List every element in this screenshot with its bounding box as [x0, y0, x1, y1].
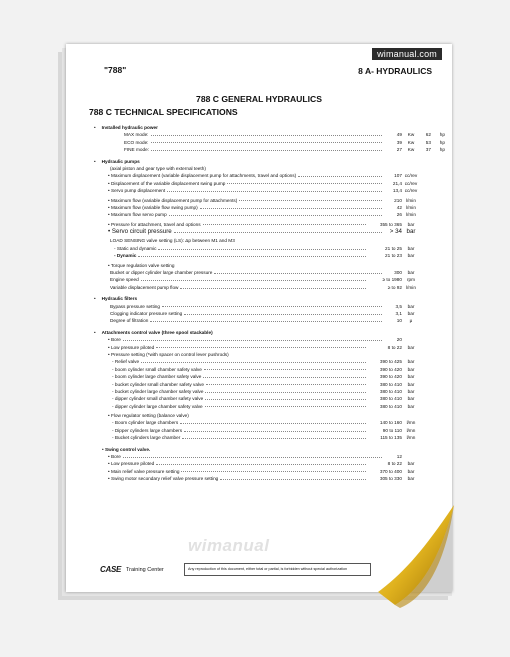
- spec-value: 27: [396, 147, 402, 153]
- spec-label: • Maximum flow (variable displacement pump for attachments): [108, 197, 238, 203]
- spec-unit: bar: [407, 366, 415, 372]
- spec-unit: bar: [407, 403, 415, 409]
- spec-unit: Kw: [407, 132, 415, 138]
- spec-label: • Bore: [108, 454, 121, 460]
- spec-unit: bar: [407, 381, 415, 387]
- spec-unit: bar: [407, 221, 415, 227]
- spec-value: 370 to 400: [379, 468, 402, 474]
- spec-label: Variable displacement pump flow: [110, 284, 179, 290]
- spec-label: Bucket or dipper cylinder large chamber pressure: [110, 270, 213, 276]
- spec-unit: Kw: [407, 147, 415, 153]
- spec-label: FINE mode:: [124, 147, 150, 153]
- bullet: •: [94, 158, 96, 164]
- spec-unit-alt: hp: [439, 139, 445, 145]
- spec-unit: l/mn: [406, 427, 416, 433]
- spec-unit: bar: [407, 270, 415, 276]
- spec-label: - dipper cylinder small chamber safety valve: [112, 396, 204, 402]
- spec-label: • Torque regulation valve setting: [108, 262, 175, 268]
- spec-label: ECO mode:: [124, 139, 149, 145]
- spec-unit: bar: [407, 303, 415, 309]
- spec-unit: l/mn: [406, 435, 416, 441]
- spec-value: ≥ to 92: [387, 284, 402, 290]
- spec-value-alt: 62: [425, 132, 431, 138]
- spec-unit: bar: [407, 374, 415, 380]
- spec-unit: bar: [407, 468, 415, 474]
- spec-value: 3,5: [395, 303, 402, 309]
- spec-label: Hydraulic filters: [101, 296, 138, 302]
- spec-value: 20: [396, 337, 402, 343]
- case-logo: CASE: [100, 565, 122, 574]
- spec-value: 21,4: [392, 180, 402, 186]
- spec-unit: l/mn: [406, 420, 416, 426]
- spec-unit: l/min: [406, 212, 416, 218]
- spec-label: • Displacement of the variable displacement swing pump: [108, 180, 226, 186]
- spec-label: • Pressure setting (*with spacer on control lever pushrods): [108, 351, 229, 357]
- spec-label: • Maximum flow (variable flow swing pump): [108, 204, 198, 210]
- spec-unit-alt: hp: [439, 147, 445, 153]
- spec-value: 21 to 23: [385, 253, 402, 259]
- spec-value: 390 to 420: [379, 366, 402, 372]
- spec-value: 10: [396, 318, 402, 324]
- spec-value: 305 to 330: [379, 476, 402, 482]
- spec-label: • Servo pump displacement: [108, 188, 166, 194]
- spec-label: • Pressure for attachment, travel and options: [108, 221, 201, 227]
- copyright-notice: Any reproduction of this document, either total or partial, is forbidden without special authorization: [184, 563, 371, 576]
- watermark-badge: wimanual.com: [372, 48, 442, 60]
- spec-value: 90 to 110: [382, 427, 402, 433]
- spec-value: > 34: [389, 228, 402, 236]
- spec-label: - Dipper cylinders large chambers: [112, 427, 183, 433]
- spec-unit: bar: [407, 310, 415, 316]
- spec-label: - bucket cylinder small chamber safety valve: [112, 381, 204, 387]
- spec-unit: μ: [409, 318, 413, 324]
- spec-unit: bar: [407, 476, 415, 482]
- header-model: "788": [104, 65, 127, 75]
- spec-label: Hydraulic pumps: [101, 158, 140, 164]
- spec-label: - Relief valve: [112, 359, 140, 365]
- watermark-logo: wimanual: [188, 536, 270, 555]
- spec-label: • Main relief valve pressure setting: [108, 468, 180, 474]
- spec-unit: bar: [407, 253, 415, 259]
- bullet: •: [94, 329, 96, 335]
- spec-unit: bar: [407, 359, 415, 365]
- spec-unit: bar: [407, 388, 415, 394]
- spec-label: - Bucket cylinders large chamber: [112, 435, 181, 441]
- spec-label: • Bore: [108, 337, 121, 343]
- spec-value-alt: 37: [425, 147, 431, 153]
- spec-label: Degree of filtration: [110, 318, 149, 324]
- spec-value: 42: [396, 204, 402, 210]
- spec-value: 13,4: [392, 188, 402, 194]
- spec-label: (axial piston and gear type with external teeth): [110, 165, 206, 171]
- spec-label: Installed hydraulic power: [101, 125, 158, 130]
- spec-unit: bar: [407, 344, 415, 350]
- spec-value-alt: 53: [425, 139, 431, 145]
- spec-unit: bar: [407, 396, 415, 402]
- spec-label: Bypass pressure setting: [110, 303, 161, 309]
- spec-unit: cc/rev: [404, 173, 418, 179]
- spec-label: - Boom cylinder large chambers: [112, 420, 179, 426]
- spec-unit: l/min: [406, 197, 416, 203]
- spec-value: 380 to 410: [379, 388, 402, 394]
- spec-label: Attachments control valve (three spool stackable): [101, 329, 213, 335]
- spec-unit: rpm: [406, 277, 416, 283]
- spec-value: 140 to 160: [379, 420, 402, 426]
- spec-label: • Low pressure piloted: [108, 461, 155, 467]
- spec-unit: Kw: [407, 139, 415, 145]
- spec-value: 12: [396, 454, 402, 460]
- spec-unit: cc/rev: [404, 188, 418, 194]
- spec-value: 8 to 22: [387, 461, 402, 467]
- spec-label: • Swing control valve.: [102, 446, 151, 452]
- spec-value: 115 to 135: [380, 435, 402, 441]
- spec-unit: bar: [407, 245, 415, 251]
- spec-label: - bucket cylinder large chamber safety valve: [112, 388, 204, 394]
- spec-label: • Servo circuit pressure: [108, 228, 172, 236]
- spec-unit-alt: hp: [439, 132, 445, 138]
- spec-value: 390 to 425: [379, 359, 402, 365]
- spec-label: MAX mode:: [124, 132, 149, 138]
- spec-value: ≥ to 1980: [382, 277, 402, 283]
- spec-value: 380 to 410: [379, 396, 402, 402]
- spec-value: 390 to 420: [379, 374, 402, 380]
- spec-label: • Swing motor secondary relief valve pressure setting: [108, 476, 219, 482]
- spec-label: - boom cylinder small chamber safety valve: [112, 366, 202, 372]
- spec-label: • Low pressure piloted: [108, 344, 155, 350]
- spec-value: 3,1: [395, 310, 402, 316]
- spec-unit: bar: [407, 461, 415, 467]
- bullet: •: [94, 125, 96, 130]
- spec-label: Clogging indicator pressure setting: [110, 310, 183, 316]
- training-center-label: Training Center: [126, 566, 164, 573]
- bullet: •: [94, 296, 96, 302]
- spec-label: - Static and dynamic: [114, 245, 157, 251]
- spec-label: LOAD SENSING valve setting (LS): Δp between M1 and M3: [110, 238, 235, 244]
- spec-value: 210: [394, 197, 402, 203]
- spec-value: 21 to 25: [385, 245, 402, 251]
- spec-unit: l/min: [406, 204, 416, 210]
- document-subtitle: 788 C TECHNICAL SPECIFICATIONS: [89, 107, 238, 117]
- spec-value: 107: [394, 173, 402, 179]
- spec-unit: bar: [406, 228, 416, 236]
- spec-value: 8 to 22: [387, 344, 402, 350]
- spec-label: • Flow regulator setting (balance valve): [108, 413, 189, 419]
- spec-unit: l/min: [406, 284, 416, 290]
- spec-value: 380 to 410: [379, 403, 402, 409]
- spec-label: - Dynamic: [114, 253, 137, 259]
- spec-value: 26: [396, 212, 402, 218]
- spec-value: 49: [396, 132, 402, 138]
- document-title: 788 C GENERAL HYDRAULICS: [196, 94, 322, 104]
- header-section: 8 A- HYDRAULICS: [358, 66, 432, 76]
- spec-label: Engine speed: [110, 277, 139, 283]
- spec-value: 380 to 410: [379, 381, 402, 387]
- spec-label: • Maximum displacement (variable displacement pump for attachments, travel and options): [108, 173, 297, 179]
- spec-unit: cc/rev: [404, 180, 418, 186]
- spec-value: 300: [394, 270, 402, 276]
- spec-label: - boom cylinder large chamber safety valve: [112, 374, 202, 380]
- spec-value: 355 to 365: [379, 221, 402, 227]
- spec-label: - dipper cylinder large chamber safety valve: [112, 403, 203, 409]
- spec-label: • Maximum flow servo pump: [108, 212, 167, 218]
- spec-value: 39: [396, 139, 402, 145]
